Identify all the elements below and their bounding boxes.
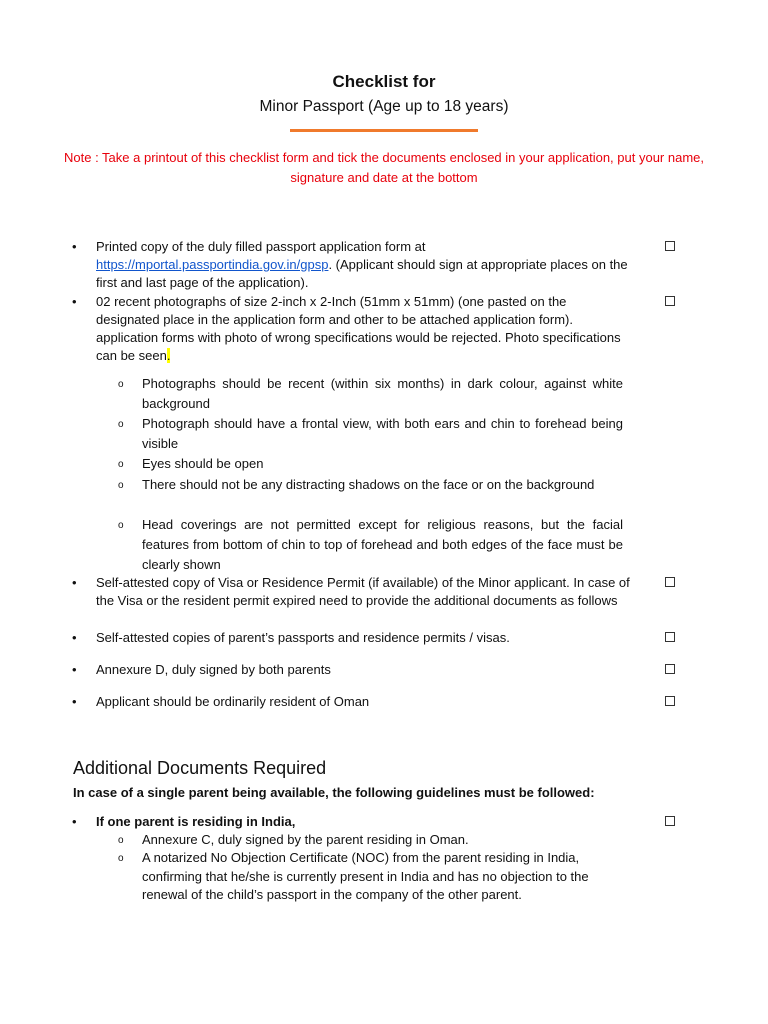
title-underline	[290, 129, 478, 132]
sub-item-annexure-c: Annexure C, duly signed by the parent residing in Oman.	[142, 832, 469, 847]
checklist-item-application-form	[96, 238, 630, 292]
checkbox[interactable]	[665, 664, 675, 674]
checklist-item-visa: Self-attested copy of Visa or Residence Permit (if available) of the Minor applicant. In case of the Visa or the resident permit expired need to provide the additional documents as follows	[96, 575, 630, 608]
checkbox[interactable]	[665, 632, 675, 642]
bullet: •	[72, 694, 77, 709]
sub-bullet: o	[118, 419, 124, 430]
highlight-mark: .	[166, 348, 171, 363]
sub-bullet: o	[118, 853, 124, 864]
checkbox[interactable]	[665, 577, 675, 587]
checkbox[interactable]	[665, 241, 675, 251]
sub-bullet: o	[118, 379, 124, 390]
checkbox[interactable]	[665, 816, 675, 826]
checklist-item-parents-passports: Self-attested copies of parent’s passports and residence permits / visas.	[96, 630, 510, 645]
photo-spec-item: Head coverings are not permitted except for religious reasons, but the facial features from bottom of chin to top of forehead and both edges of the face must be clearly shown	[142, 517, 623, 572]
checklist-item-annexure-d: Annexure D, duly signed by both parents	[96, 662, 331, 677]
photo-spec-item: Eyes should be open	[142, 456, 264, 471]
passport-portal-link[interactable]: https://mportal.passportindia.gov.in/gpsp	[96, 257, 329, 272]
additional-documents-heading: Additional Documents Required	[73, 758, 327, 778]
bullet: •	[72, 575, 77, 590]
item-text: Printed copy of the duly filled passport application form at	[96, 239, 426, 254]
bullet: •	[72, 294, 77, 309]
page-subtitle: Minor Passport (Age up to 18 years)	[259, 98, 509, 115]
checkbox[interactable]	[665, 296, 675, 306]
page-title: Checklist for	[332, 72, 436, 91]
item-text: . (Applicant should sign at appropriate places on the first and last page of the application).	[96, 257, 628, 290]
bullet: •	[72, 239, 77, 254]
sub-bullet: o	[118, 520, 124, 531]
sub-bullet: o	[118, 459, 124, 470]
photo-spec-item: Photograph should have a frontal view, with both ears and chin to forehead being visible	[142, 416, 623, 451]
checklist-item-photographs	[96, 293, 630, 365]
photo-spec-item: Photographs should be recent (within six months) in dark colour, against white background	[142, 376, 623, 411]
item-text: 02 recent photographs of size 2-inch x 2-Inch (51mm x 51mm) (one pasted on the designated place in the application form and other to be attached application form). application forms with photo of wrong specifications would be rejected. Photo specifications can be seen	[96, 294, 621, 363]
sub-item-noc: A notarized No Objection Certificate (NOC) from the parent residing in India, confirming that he/she is currently present in India and has no objection to the renewal of the child’s passport in the company of the other parent.	[142, 850, 589, 902]
bullet: •	[72, 814, 77, 829]
checklist-item-parent-in-india: If one parent is residing in India,	[96, 814, 296, 829]
instruction-note: Note : Take a printout of this checklist form and tick the documents enclosed in your application, put your name, signature and date at the bottom	[64, 150, 704, 185]
checklist-item-residency: Applicant should be ordinarily resident of Oman	[96, 694, 370, 709]
photo-spec-item: There should not be any distracting shadows on the face or on the background	[142, 477, 595, 492]
bullet: •	[72, 662, 77, 677]
checkbox[interactable]	[665, 696, 675, 706]
single-parent-guideline: In case of a single parent being available, the following guidelines must be followed:	[73, 785, 595, 800]
bullet: •	[72, 630, 77, 645]
sub-bullet: o	[118, 480, 124, 491]
sub-bullet: o	[118, 835, 124, 846]
